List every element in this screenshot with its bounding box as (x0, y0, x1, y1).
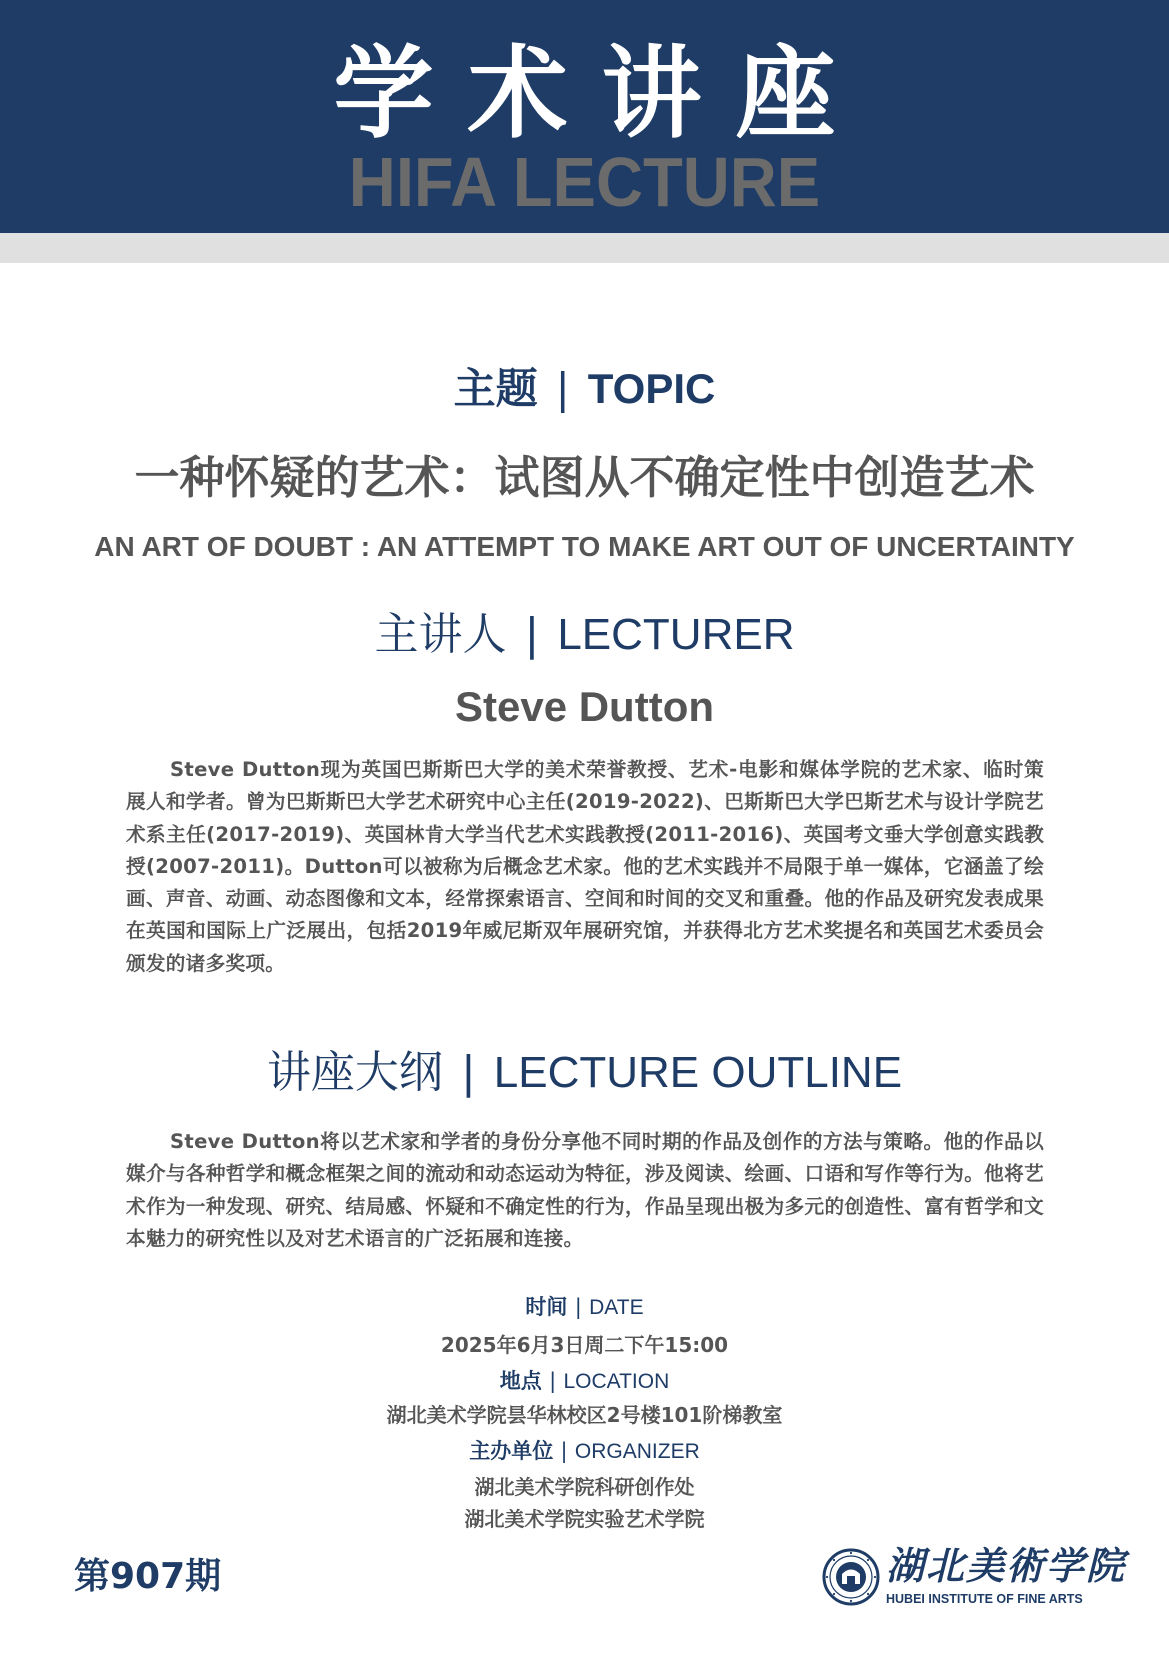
date-label (0, 1292, 1169, 1323)
logo-text-cn: 湖北美術学院 (886, 1543, 1127, 1588)
topic-title-cn: 一种怀疑的艺术：试图从不确定性中创造艺术 (134, 451, 1035, 504)
lecturer-name: Steve Dutton (454, 683, 714, 730)
lecturer-bio: Steve Dutton现为英国巴斯斯巴大学的美术荣誉教授、艺术-电影和媒体学院的艺术家、临时策展人和学者。曾为巴斯斯巴大学艺术研究中心主任(2019-2022)、巴斯斯巴大学巴斯艺术与设计学院艺术系主任(2017-2019)、英国林肯大学当代艺术实践教授(2011-2016)、英国考文垂大学创意实践教授(2007-2011)。Dutton可以被称为后概念艺术家。他的艺术实践并不局限于单一媒体，它涵盖了绘画、声音、动画、动态图像和文本，经常探索语言、空间和时间的交叉和重叠。他的作品及研究发表成果在英国和国际上广泛展出，包括2019年威尼斯双年展研究馆，并获得北方艺术奖提名和英国艺术委员会颁发的诸多奖项。 (126, 758, 1044, 975)
outline-text: Steve Dutton将以艺术家和学者的身份分享他不同时期的作品及创作的方法与策略。他的作品以媒介与各种哲学和概念框架之间的流动和动态运动为特征，涉及阅读、绘画、口语和写作等行为。他将艺术作为一种发现、研究、结局感、怀疑和不确定性的行为，作品呈现出极为多元的创造性、富有哲学和文本魅力的研究性以及对艺术语言的广泛拓展和连接。 (126, 1130, 1044, 1250)
outline-separator: | (460, 1047, 476, 1098)
location-label (0, 1366, 1169, 1397)
lecturer-label-cn: 主讲人 (374, 609, 507, 660)
location-value: 湖北美术学院昙华林校区2号楼101阶梯教室 (386, 1403, 783, 1427)
outline-heading (0, 1046, 1169, 1100)
organizer-value-2: 湖北美术学院实验艺术学院 (464, 1507, 705, 1531)
topic-title-en: AN ART OF DOUBT : AN ATTEMPT TO MAKE ART OUT OF UNCERTAINTY (94, 531, 1075, 562)
topic-label-en: TOPIC (587, 365, 716, 412)
date-value: 2025年6月3日周二下午15:00 (440, 1333, 729, 1357)
date-label-cn: 时间 (525, 1295, 568, 1319)
topic-heading (0, 362, 1169, 416)
outline-label-en: LECTURE OUTLINE (493, 1048, 903, 1097)
organizer-label (0, 1436, 1169, 1467)
hifa-logo (822, 1543, 1127, 1614)
organizer-label-cn: 主办单位 (469, 1439, 554, 1463)
header-divider-band (0, 233, 1169, 263)
organizer-label-en: ORGANIZER (574, 1440, 700, 1463)
lecturer-separator: | (524, 609, 540, 660)
location-label-cn: 地点 (499, 1369, 542, 1393)
outline-label-cn: 讲座大纲 (266, 1047, 443, 1098)
topic-label-cn: 主题 (453, 364, 538, 413)
logo-text-en: HUBEI INSTITUTE OF FINE ARTS (886, 1592, 1083, 1606)
topic-separator: | (555, 364, 570, 413)
organizer-separator: | (560, 1439, 568, 1463)
lecturer-label-en: LECTURER (557, 610, 795, 659)
header-title-cn: 学术讲座 (333, 35, 870, 152)
header-title-en: HIFA LECTURE (348, 143, 821, 221)
location-label-en: LOCATION (563, 1370, 670, 1393)
lecturer-heading (0, 608, 1169, 662)
hifa-seal-icon (822, 1548, 880, 1606)
date-separator: | (574, 1295, 582, 1319)
date-label-en: DATE (589, 1296, 644, 1319)
organizer-value-1: 湖北美术学院科研创作处 (474, 1475, 695, 1499)
location-separator: | (549, 1369, 557, 1393)
issue-number: 第907期 (74, 1556, 222, 1597)
